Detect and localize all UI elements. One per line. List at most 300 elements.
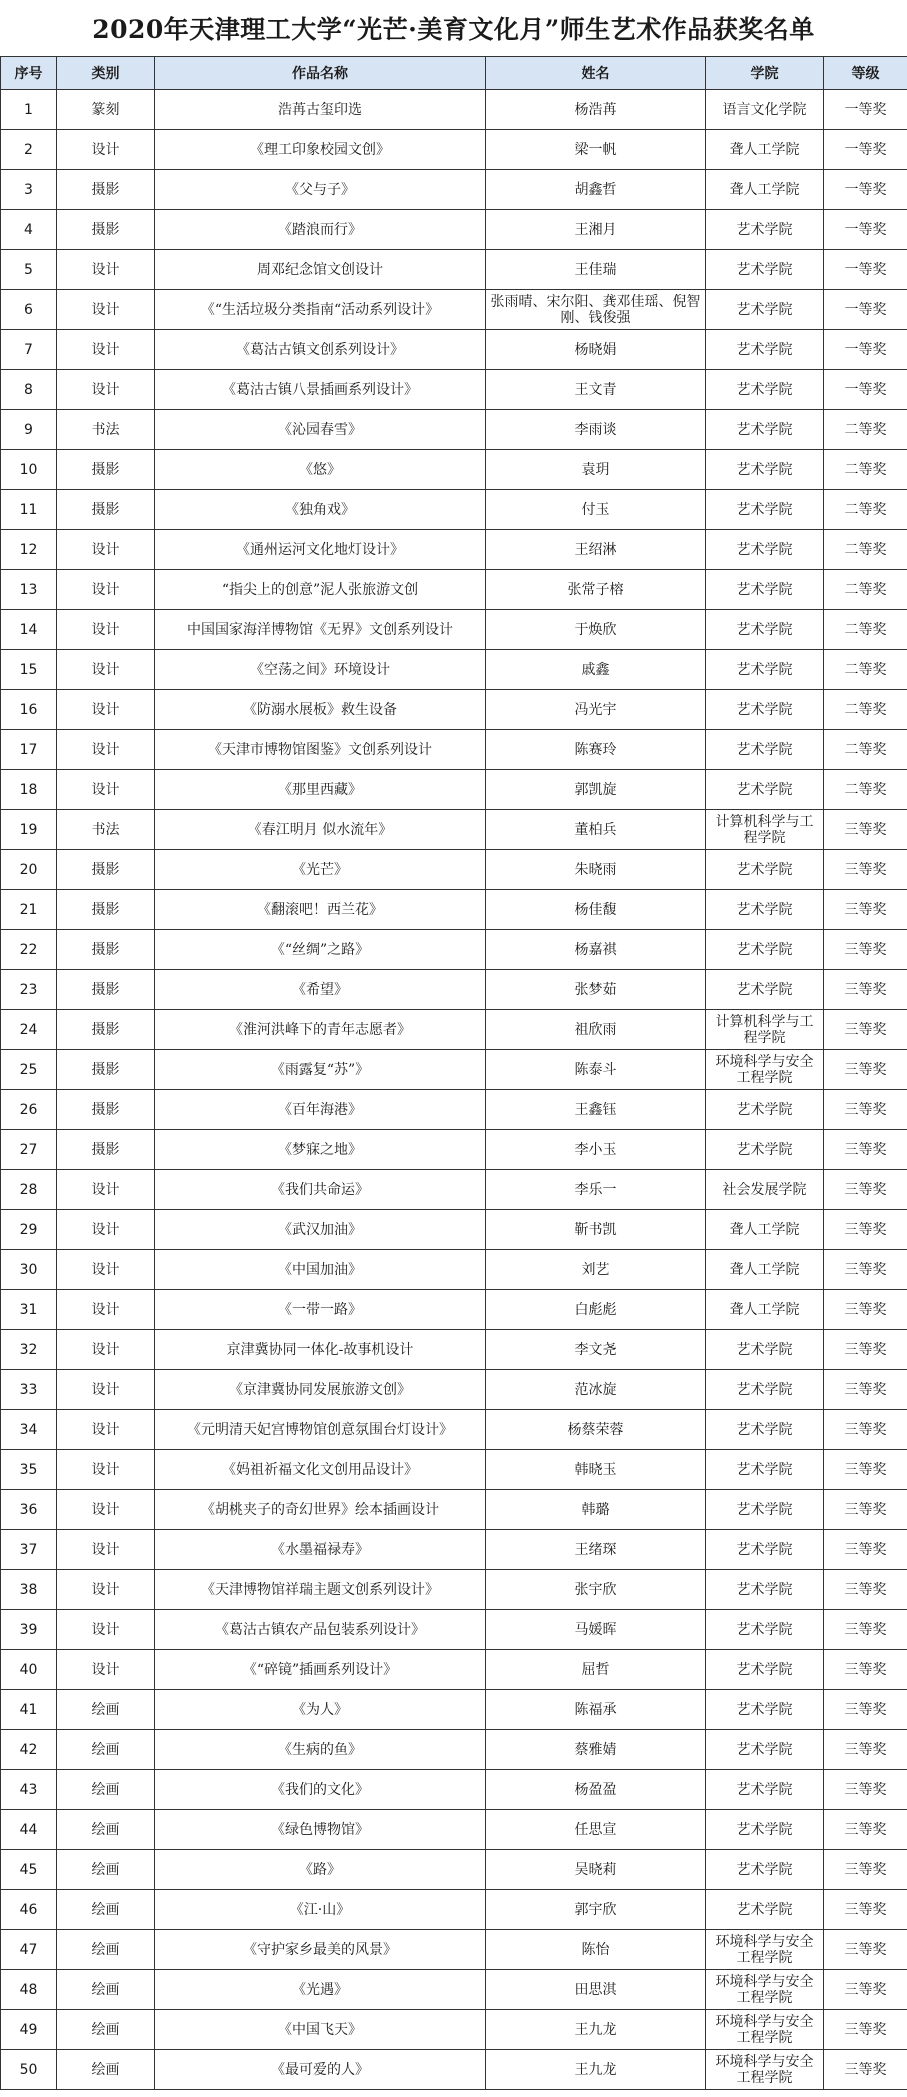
cell-college: 艺术学院 — [706, 1650, 824, 1690]
cell-award-level: 三等奖 — [824, 1010, 907, 1050]
cell-name: 李文尧 — [486, 1330, 706, 1370]
cell-college: 艺术学院 — [706, 850, 824, 890]
table-row — [1, 1050, 907, 1090]
cell-work-title: “指尖上的创意”泥人张旅游文创 — [155, 570, 486, 610]
cell-index: 15 — [1, 650, 57, 690]
cell-name: 张梦茹 — [486, 970, 706, 1010]
table-row — [1, 1490, 907, 1530]
cell-index: 3 — [1, 170, 57, 210]
cell-index: 25 — [1, 1050, 57, 1090]
table-row — [1, 1810, 907, 1850]
cell-category: 设计 — [57, 1290, 155, 1330]
cell-name: 吴晓莉 — [486, 1850, 706, 1890]
cell-category: 设计 — [57, 1330, 155, 1370]
cell-college: 艺术学院 — [706, 890, 824, 930]
cell-category: 设计 — [57, 570, 155, 610]
table-body — [1, 90, 907, 2090]
cell-work-title: 《天津博物馆祥瑞主题文创系列设计》 — [155, 1570, 486, 1610]
cell-award-level: 三等奖 — [824, 2010, 907, 2050]
table-row — [1, 2050, 907, 2090]
cell-name: 袁玥 — [486, 450, 706, 490]
cell-work-title: 《京津冀协同发展旅游文创》 — [155, 1370, 486, 1410]
cell-college: 环境科学与安全工程学院 — [706, 2010, 824, 2050]
cell-work-title: 《天津市博物馆图鉴》文创系列设计 — [155, 730, 486, 770]
cell-category: 篆刻 — [57, 90, 155, 130]
cell-award-level: 一等奖 — [824, 210, 907, 250]
table-row — [1, 170, 907, 210]
cell-category: 设计 — [57, 1210, 155, 1250]
table-row — [1, 1290, 907, 1330]
cell-college: 艺术学院 — [706, 330, 824, 370]
cell-work-title: 《光遇》 — [155, 1970, 486, 2010]
cell-index: 20 — [1, 850, 57, 890]
table-row — [1, 730, 907, 770]
cell-index: 24 — [1, 1010, 57, 1050]
cell-name: 李雨谈 — [486, 410, 706, 450]
cell-name: 王佳瑞 — [486, 250, 706, 290]
cell-work-title: 《葛沽古镇农产品包装系列设计》 — [155, 1610, 486, 1650]
cell-index: 43 — [1, 1770, 57, 1810]
cell-award-level: 一等奖 — [824, 90, 907, 130]
cell-work-title: 《悠》 — [155, 450, 486, 490]
cell-category: 设计 — [57, 1610, 155, 1650]
cell-college: 艺术学院 — [706, 530, 824, 570]
cell-category: 绘画 — [57, 1850, 155, 1890]
cell-college: 艺术学院 — [706, 610, 824, 650]
table-row — [1, 1850, 907, 1890]
cell-name: 王九龙 — [486, 2050, 706, 2090]
cell-name: 刘艺 — [486, 1250, 706, 1290]
cell-index: 40 — [1, 1650, 57, 1690]
cell-category: 设计 — [57, 290, 155, 330]
cell-index: 49 — [1, 2010, 57, 2050]
cell-work-title: 《生病的鱼》 — [155, 1730, 486, 1770]
table-row — [1, 1250, 907, 1290]
cell-index: 13 — [1, 570, 57, 610]
cell-category: 绘画 — [57, 1730, 155, 1770]
cell-work-title: 中国国家海洋博物馆《无界》文创系列设计 — [155, 610, 486, 650]
cell-name: 张宇欣 — [486, 1570, 706, 1610]
table-row — [1, 330, 907, 370]
cell-college: 艺术学院 — [706, 1610, 824, 1650]
cell-work-title: 京津冀协同一体化-故事机设计 — [155, 1330, 486, 1370]
cell-work-title: 《光芒》 — [155, 850, 486, 890]
cell-award-level: 三等奖 — [824, 1810, 907, 1850]
cell-name: 冯光宇 — [486, 690, 706, 730]
cell-name: 任思宣 — [486, 1810, 706, 1850]
cell-award-level: 三等奖 — [824, 1170, 907, 1210]
cell-name: 杨佳馥 — [486, 890, 706, 930]
cell-index: 39 — [1, 1610, 57, 1650]
cell-college: 艺术学院 — [706, 1450, 824, 1490]
cell-index: 8 — [1, 370, 57, 410]
cell-award-level: 三等奖 — [824, 1130, 907, 1170]
cell-index: 17 — [1, 730, 57, 770]
cell-award-level: 一等奖 — [824, 330, 907, 370]
cell-award-level: 三等奖 — [824, 1210, 907, 1250]
cell-award-level: 二等奖 — [824, 490, 907, 530]
cell-college: 艺术学院 — [706, 570, 824, 610]
cell-award-level: 三等奖 — [824, 1650, 907, 1690]
table-row — [1, 1450, 907, 1490]
cell-name: 李乐一 — [486, 1170, 706, 1210]
cell-category: 设计 — [57, 530, 155, 570]
cell-award-level: 三等奖 — [824, 1450, 907, 1490]
cell-college: 艺术学院 — [706, 1330, 824, 1370]
cell-award-level: 二等奖 — [824, 570, 907, 610]
cell-index: 42 — [1, 1730, 57, 1770]
cell-college: 艺术学院 — [706, 290, 824, 330]
cell-name: 付玉 — [486, 490, 706, 530]
table-row — [1, 490, 907, 530]
cell-name: 张常子榕 — [486, 570, 706, 610]
cell-work-title: 《绿色博物馆》 — [155, 1810, 486, 1850]
cell-award-level: 三等奖 — [824, 890, 907, 930]
table-row — [1, 2010, 907, 2050]
cell-category: 设计 — [57, 1170, 155, 1210]
cell-work-title: 《梦寐之地》 — [155, 1130, 486, 1170]
cell-work-title: 《父与子》 — [155, 170, 486, 210]
cell-college: 聋人工学院 — [706, 130, 824, 170]
cell-college: 聋人工学院 — [706, 1290, 824, 1330]
table-row — [1, 250, 907, 290]
table-row — [1, 1330, 907, 1370]
table-row — [1, 1010, 907, 1050]
table-row — [1, 890, 907, 930]
cell-award-level: 一等奖 — [824, 290, 907, 330]
cell-award-level: 二等奖 — [824, 730, 907, 770]
cell-index: 35 — [1, 1450, 57, 1490]
cell-college: 聋人工学院 — [706, 1210, 824, 1250]
cell-award-level: 三等奖 — [824, 1730, 907, 1770]
cell-award-level: 三等奖 — [824, 1330, 907, 1370]
cell-award-level: 三等奖 — [824, 2050, 907, 2090]
cell-work-title: 《空荡之间》环境设计 — [155, 650, 486, 690]
cell-name: 陈怡 — [486, 1930, 706, 1970]
cell-index: 6 — [1, 290, 57, 330]
cell-award-level: 二等奖 — [824, 450, 907, 490]
cell-index: 19 — [1, 810, 57, 850]
cell-college: 艺术学院 — [706, 410, 824, 450]
cell-category: 设计 — [57, 1450, 155, 1490]
cell-index: 29 — [1, 1210, 57, 1250]
cell-college: 艺术学院 — [706, 650, 824, 690]
cell-index: 41 — [1, 1690, 57, 1730]
table-row — [1, 1890, 907, 1930]
cell-index: 38 — [1, 1570, 57, 1610]
cell-work-title: 《葛沽古镇八景插画系列设计》 — [155, 370, 486, 410]
cell-award-level: 三等奖 — [824, 1090, 907, 1130]
table-row — [1, 1130, 907, 1170]
table-row — [1, 1970, 907, 2010]
table-header-row — [1, 57, 907, 90]
table-row — [1, 850, 907, 890]
column-header-index: 序号 — [1, 57, 57, 90]
cell-award-level: 三等奖 — [824, 1610, 907, 1650]
cell-name: 马媛晖 — [486, 1610, 706, 1650]
cell-category: 设计 — [57, 370, 155, 410]
cell-index: 30 — [1, 1250, 57, 1290]
cell-name: 梁一帆 — [486, 130, 706, 170]
cell-award-level: 二等奖 — [824, 770, 907, 810]
cell-name: 韩璐 — [486, 1490, 706, 1530]
cell-work-title: 《踏浪而行》 — [155, 210, 486, 250]
cell-work-title: 《“丝绸”之路》 — [155, 930, 486, 970]
cell-work-title: 《“碎镜”插画系列设计》 — [155, 1650, 486, 1690]
cell-category: 摄影 — [57, 1130, 155, 1170]
cell-name: 杨嘉祺 — [486, 930, 706, 970]
table-row — [1, 90, 907, 130]
cell-work-title: 《中国加油》 — [155, 1250, 486, 1290]
cell-category: 绘画 — [57, 1690, 155, 1730]
cell-index: 46 — [1, 1890, 57, 1930]
cell-college: 环境科学与安全工程学院 — [706, 1050, 824, 1090]
cell-work-title: 《路》 — [155, 1850, 486, 1890]
cell-award-level: 三等奖 — [824, 1770, 907, 1810]
cell-name: 白彪彪 — [486, 1290, 706, 1330]
cell-name: 董柏兵 — [486, 810, 706, 850]
cell-index: 1 — [1, 90, 57, 130]
table-row — [1, 290, 907, 330]
table-row — [1, 1930, 907, 1970]
cell-category: 摄影 — [57, 210, 155, 250]
cell-award-level: 三等奖 — [824, 1530, 907, 1570]
cell-college: 艺术学院 — [706, 1530, 824, 1570]
cell-work-title: 《胡桃夹子的奇幻世界》绘本插画设计 — [155, 1490, 486, 1530]
cell-college: 艺术学院 — [706, 250, 824, 290]
cell-index: 22 — [1, 930, 57, 970]
cell-college: 艺术学院 — [706, 1570, 824, 1610]
cell-category: 书法 — [57, 410, 155, 450]
cell-award-level: 三等奖 — [824, 1570, 907, 1610]
cell-category: 设计 — [57, 130, 155, 170]
cell-work-title: 《沁园春雪》 — [155, 410, 486, 450]
column-header-award-level: 等级 — [824, 57, 907, 90]
cell-college: 艺术学院 — [706, 930, 824, 970]
cell-index: 34 — [1, 1410, 57, 1450]
cell-index: 16 — [1, 690, 57, 730]
cell-work-title: 《我们的文化》 — [155, 1770, 486, 1810]
cell-work-title: 《水墨福禄寿》 — [155, 1530, 486, 1570]
cell-index: 21 — [1, 890, 57, 930]
cell-category: 绘画 — [57, 2010, 155, 2050]
cell-name: 朱晓雨 — [486, 850, 706, 890]
cell-college: 艺术学院 — [706, 490, 824, 530]
cell-name: 范冰旋 — [486, 1370, 706, 1410]
cell-category: 摄影 — [57, 170, 155, 210]
cell-category: 设计 — [57, 250, 155, 290]
cell-work-title: 《淮河洪峰下的青年志愿者》 — [155, 1010, 486, 1050]
table-row — [1, 1090, 907, 1130]
cell-work-title: 《独角戏》 — [155, 490, 486, 530]
cell-award-level: 三等奖 — [824, 970, 907, 1010]
cell-category: 设计 — [57, 1530, 155, 1570]
table-row — [1, 930, 907, 970]
table-row — [1, 530, 907, 570]
cell-name: 蔡雅婧 — [486, 1730, 706, 1770]
cell-award-level: 二等奖 — [824, 690, 907, 730]
table-row — [1, 1370, 907, 1410]
cell-college: 艺术学院 — [706, 1410, 824, 1450]
cell-index: 12 — [1, 530, 57, 570]
table-row — [1, 1210, 907, 1250]
cell-college: 艺术学院 — [706, 770, 824, 810]
cell-college: 聋人工学院 — [706, 1250, 824, 1290]
cell-name: 祖欣雨 — [486, 1010, 706, 1050]
cell-college: 艺术学院 — [706, 1490, 824, 1530]
cell-index: 47 — [1, 1930, 57, 1970]
cell-work-title: 《百年海港》 — [155, 1090, 486, 1130]
cell-award-level: 三等奖 — [824, 1250, 907, 1290]
table-row — [1, 1170, 907, 1210]
cell-name: 韩晓玉 — [486, 1450, 706, 1490]
table-row — [1, 1610, 907, 1650]
table-row — [1, 1570, 907, 1610]
cell-work-title: 《那里西藏》 — [155, 770, 486, 810]
cell-work-title: 《妈祖祈福文化文创用品设计》 — [155, 1450, 486, 1490]
cell-work-title: 《中国飞天》 — [155, 2010, 486, 2050]
cell-name: 李小玉 — [486, 1130, 706, 1170]
cell-category: 设计 — [57, 610, 155, 650]
cell-index: 5 — [1, 250, 57, 290]
cell-name: 于焕欣 — [486, 610, 706, 650]
cell-award-level: 三等奖 — [824, 1930, 907, 1970]
cell-college: 艺术学院 — [706, 1130, 824, 1170]
cell-award-level: 三等奖 — [824, 930, 907, 970]
cell-award-level: 二等奖 — [824, 410, 907, 450]
cell-category: 设计 — [57, 770, 155, 810]
cell-work-title: 《“生活垃圾分类指南“活动系列设计》 — [155, 290, 486, 330]
cell-name: 王九龙 — [486, 2010, 706, 2050]
cell-award-level: 三等奖 — [824, 850, 907, 890]
column-header-category: 类别 — [57, 57, 155, 90]
cell-work-title: 《春江明月 似水流年》 — [155, 810, 486, 850]
cell-college: 语言文化学院 — [706, 90, 824, 130]
table-row — [1, 570, 907, 610]
table-row — [1, 130, 907, 170]
table-row — [1, 1650, 907, 1690]
table-row — [1, 1530, 907, 1570]
cell-name: 陈福承 — [486, 1690, 706, 1730]
cell-award-level: 三等奖 — [824, 1290, 907, 1330]
cell-award-level: 三等奖 — [824, 1370, 907, 1410]
cell-college: 艺术学院 — [706, 690, 824, 730]
table-row — [1, 1730, 907, 1770]
table-row — [1, 650, 907, 690]
cell-name: 陈泰斗 — [486, 1050, 706, 1090]
cell-name: 王文青 — [486, 370, 706, 410]
cell-index: 28 — [1, 1170, 57, 1210]
cell-name: 屈哲 — [486, 1650, 706, 1690]
cell-category: 设计 — [57, 1570, 155, 1610]
cell-college: 艺术学院 — [706, 1890, 824, 1930]
cell-work-title: 《通州运河文化地灯设计》 — [155, 530, 486, 570]
table-row — [1, 370, 907, 410]
cell-category: 书法 — [57, 810, 155, 850]
cell-college: 艺术学院 — [706, 1090, 824, 1130]
cell-category: 设计 — [57, 650, 155, 690]
cell-index: 37 — [1, 1530, 57, 1570]
table-row — [1, 770, 907, 810]
cell-index: 32 — [1, 1330, 57, 1370]
cell-award-level: 二等奖 — [824, 610, 907, 650]
cell-award-level: 三等奖 — [824, 1410, 907, 1450]
cell-name: 王绍淋 — [486, 530, 706, 570]
cell-index: 33 — [1, 1370, 57, 1410]
cell-college: 艺术学院 — [706, 370, 824, 410]
cell-college: 艺术学院 — [706, 210, 824, 250]
cell-category: 摄影 — [57, 970, 155, 1010]
cell-category: 摄影 — [57, 1010, 155, 1050]
table-row — [1, 1690, 907, 1730]
cell-name: 郭凯旋 — [486, 770, 706, 810]
cell-category: 摄影 — [57, 930, 155, 970]
cell-award-level: 一等奖 — [824, 170, 907, 210]
cell-index: 9 — [1, 410, 57, 450]
cell-award-level: 一等奖 — [824, 370, 907, 410]
cell-work-title: 《元明清天妃宫博物馆创意氛围台灯设计》 — [155, 1410, 486, 1450]
cell-work-title: 《一带一路》 — [155, 1290, 486, 1330]
cell-college: 艺术学院 — [706, 450, 824, 490]
table-row — [1, 810, 907, 850]
cell-college: 艺术学院 — [706, 730, 824, 770]
cell-name: 杨晓娟 — [486, 330, 706, 370]
cell-category: 设计 — [57, 1410, 155, 1450]
cell-college: 环境科学与安全工程学院 — [706, 2050, 824, 2090]
cell-work-title: 《我们共命运》 — [155, 1170, 486, 1210]
cell-college: 艺术学院 — [706, 970, 824, 1010]
cell-college: 计算机科学与工程学院 — [706, 1010, 824, 1050]
cell-award-level: 二等奖 — [824, 530, 907, 570]
cell-work-title: 《防溺水展板》救生设备 — [155, 690, 486, 730]
cell-index: 50 — [1, 2050, 57, 2090]
table-row — [1, 1410, 907, 1450]
cell-name: 杨盈盈 — [486, 1770, 706, 1810]
table-row — [1, 450, 907, 490]
table-row — [1, 210, 907, 250]
cell-name: 胡鑫哲 — [486, 170, 706, 210]
cell-college: 艺术学院 — [706, 1730, 824, 1770]
cell-category: 绘画 — [57, 1970, 155, 2010]
cell-college: 艺术学院 — [706, 1690, 824, 1730]
cell-name: 田思淇 — [486, 1970, 706, 2010]
cell-college: 艺术学院 — [706, 1770, 824, 1810]
cell-category: 绘画 — [57, 1810, 155, 1850]
cell-index: 2 — [1, 130, 57, 170]
cell-index: 26 — [1, 1090, 57, 1130]
column-header-work-title: 作品名称 — [155, 57, 486, 90]
cell-index: 4 — [1, 210, 57, 250]
cell-index: 45 — [1, 1850, 57, 1890]
cell-category: 绘画 — [57, 1890, 155, 1930]
cell-index: 10 — [1, 450, 57, 490]
cell-work-title: 《守护家乡最美的风景》 — [155, 1930, 486, 1970]
table-row — [1, 690, 907, 730]
cell-category: 绘画 — [57, 1770, 155, 1810]
cell-category: 摄影 — [57, 890, 155, 930]
cell-award-level: 三等奖 — [824, 1850, 907, 1890]
cell-name: 杨蔡荣蓉 — [486, 1410, 706, 1450]
cell-index: 11 — [1, 490, 57, 530]
cell-index: 48 — [1, 1970, 57, 2010]
cell-index: 44 — [1, 1810, 57, 1850]
cell-category: 摄影 — [57, 490, 155, 530]
cell-award-level: 三等奖 — [824, 1970, 907, 2010]
cell-work-title: 《葛沽古镇文创系列设计》 — [155, 330, 486, 370]
table-row — [1, 610, 907, 650]
cell-category: 摄影 — [57, 1050, 155, 1090]
cell-category: 设计 — [57, 1650, 155, 1690]
